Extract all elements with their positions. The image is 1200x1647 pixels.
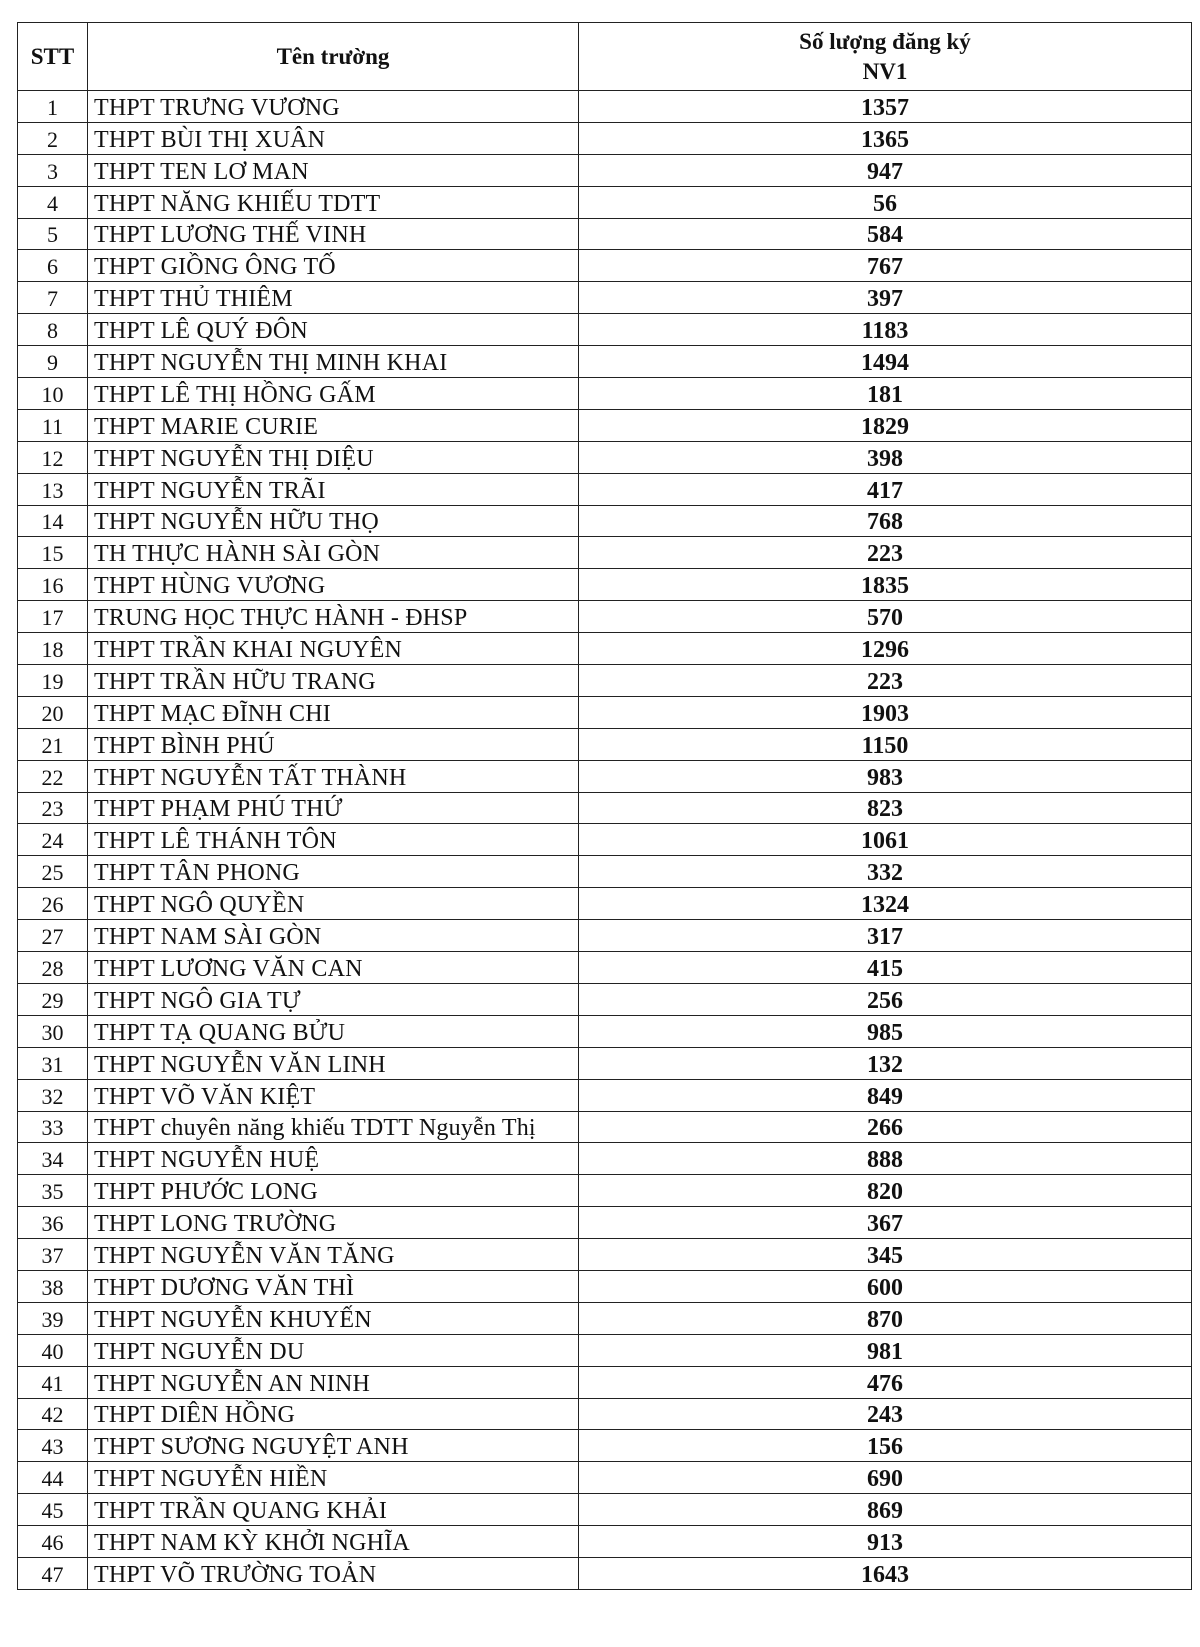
row-registration-count: 870 bbox=[579, 1302, 1192, 1334]
table-row bbox=[18, 760, 1192, 792]
row-registration-count: 584 bbox=[579, 218, 1192, 250]
row-school-name: THPT MẠC ĐĨNH CHI bbox=[88, 696, 579, 728]
row-school-name: THPT DƯƠNG VĂN THÌ bbox=[88, 1270, 579, 1302]
row-school-name: THPT VÕ VĂN KIỆT bbox=[88, 1079, 579, 1111]
row-school-name: THPT TEN LƠ MAN bbox=[88, 154, 579, 186]
row-school-name: THPT TRẦN QUANG KHẢI bbox=[88, 1494, 579, 1526]
row-school-name: THPT NGÔ QUYỀN bbox=[88, 888, 579, 920]
header-count-line2: NV1 bbox=[862, 58, 908, 84]
row-school-name: THPT PHẠM PHÚ THỨ bbox=[88, 792, 579, 824]
row-registration-count: 888 bbox=[579, 1143, 1192, 1175]
row-stt: 39 bbox=[18, 1302, 88, 1334]
table-row bbox=[18, 1462, 1192, 1494]
row-school-name: THPT NĂNG KHIẾU TDTT bbox=[88, 186, 579, 218]
row-stt: 42 bbox=[18, 1398, 88, 1430]
table-row bbox=[18, 856, 1192, 888]
row-registration-count: 317 bbox=[579, 920, 1192, 952]
row-stt: 7 bbox=[18, 282, 88, 314]
row-school-name: THPT NGUYỄN HIỀN bbox=[88, 1462, 579, 1494]
table-row bbox=[18, 1526, 1192, 1558]
table-row bbox=[18, 665, 1192, 697]
table-row bbox=[18, 1557, 1192, 1589]
row-stt: 36 bbox=[18, 1207, 88, 1239]
table-row bbox=[18, 1398, 1192, 1430]
row-school-name: THPT NGUYỄN AN NINH bbox=[88, 1366, 579, 1398]
row-stt: 4 bbox=[18, 186, 88, 218]
row-school-name: THPT NGUYỄN DU bbox=[88, 1334, 579, 1366]
table-row bbox=[18, 633, 1192, 665]
row-registration-count: 570 bbox=[579, 601, 1192, 633]
row-stt: 38 bbox=[18, 1270, 88, 1302]
row-school-name: THPT HÙNG VƯƠNG bbox=[88, 569, 579, 601]
row-registration-count: 332 bbox=[579, 856, 1192, 888]
row-school-name: THPT TRẦN HỮU TRANG bbox=[88, 665, 579, 697]
table-row bbox=[18, 186, 1192, 218]
row-school-name: THPT NGUYỄN KHUYẾN bbox=[88, 1302, 579, 1334]
row-stt: 6 bbox=[18, 250, 88, 282]
table-row bbox=[18, 1047, 1192, 1079]
row-school-name: THPT LÊ QUÝ ĐÔN bbox=[88, 314, 579, 346]
row-school-name: THPT TRẦN KHAI NGUYÊN bbox=[88, 633, 579, 665]
table-row bbox=[18, 1079, 1192, 1111]
row-stt: 32 bbox=[18, 1079, 88, 1111]
row-school-name: THPT PHƯỚC LONG bbox=[88, 1175, 579, 1207]
row-stt: 18 bbox=[18, 633, 88, 665]
row-school-name: THPT DIÊN HỒNG bbox=[88, 1398, 579, 1430]
row-stt: 15 bbox=[18, 537, 88, 569]
row-stt: 28 bbox=[18, 952, 88, 984]
table-row bbox=[18, 824, 1192, 856]
row-registration-count: 156 bbox=[579, 1430, 1192, 1462]
row-school-name: THPT LÊ THÁNH TÔN bbox=[88, 824, 579, 856]
row-registration-count: 367 bbox=[579, 1207, 1192, 1239]
row-stt: 31 bbox=[18, 1047, 88, 1079]
row-school-name: THPT LONG TRƯỜNG bbox=[88, 1207, 579, 1239]
row-school-name: THPT NGUYỄN VĂN LINH bbox=[88, 1047, 579, 1079]
row-stt: 29 bbox=[18, 983, 88, 1015]
row-stt: 37 bbox=[18, 1239, 88, 1271]
row-school-name: THPT BÌNH PHÚ bbox=[88, 728, 579, 760]
table-row bbox=[18, 1302, 1192, 1334]
row-stt: 13 bbox=[18, 473, 88, 505]
table-row bbox=[18, 1334, 1192, 1366]
table-row bbox=[18, 1430, 1192, 1462]
row-registration-count: 398 bbox=[579, 441, 1192, 473]
row-stt: 43 bbox=[18, 1430, 88, 1462]
table-row bbox=[18, 91, 1192, 123]
row-stt: 25 bbox=[18, 856, 88, 888]
table-row bbox=[18, 250, 1192, 282]
table-row bbox=[18, 792, 1192, 824]
row-registration-count: 415 bbox=[579, 952, 1192, 984]
table-row bbox=[18, 441, 1192, 473]
table-row bbox=[18, 346, 1192, 378]
row-registration-count: 243 bbox=[579, 1398, 1192, 1430]
table-row bbox=[18, 1207, 1192, 1239]
row-registration-count: 1829 bbox=[579, 409, 1192, 441]
row-registration-count: 1183 bbox=[579, 314, 1192, 346]
row-registration-count: 1835 bbox=[579, 569, 1192, 601]
row-stt: 2 bbox=[18, 122, 88, 154]
row-stt: 19 bbox=[18, 665, 88, 697]
row-stt: 30 bbox=[18, 1015, 88, 1047]
document-page bbox=[17, 22, 1191, 1590]
row-registration-count: 345 bbox=[579, 1239, 1192, 1271]
row-stt: 12 bbox=[18, 441, 88, 473]
row-registration-count: 849 bbox=[579, 1079, 1192, 1111]
row-stt: 34 bbox=[18, 1143, 88, 1175]
row-school-name: THPT LƯƠNG VĂN CAN bbox=[88, 952, 579, 984]
table-row bbox=[18, 1494, 1192, 1526]
row-registration-count: 767 bbox=[579, 250, 1192, 282]
table-row bbox=[18, 569, 1192, 601]
row-registration-count: 985 bbox=[579, 1015, 1192, 1047]
row-registration-count: 823 bbox=[579, 792, 1192, 824]
row-stt: 10 bbox=[18, 378, 88, 410]
row-registration-count: 223 bbox=[579, 665, 1192, 697]
table-row bbox=[18, 218, 1192, 250]
header-count-line1: Số lượng đăng ký bbox=[799, 28, 971, 54]
table-row bbox=[18, 888, 1192, 920]
row-school-name: THPT NGÔ GIA TỰ bbox=[88, 983, 579, 1015]
row-registration-count: 1365 bbox=[579, 122, 1192, 154]
table-body bbox=[18, 91, 1192, 1590]
table-row bbox=[18, 1143, 1192, 1175]
table-row bbox=[18, 1366, 1192, 1398]
table-row bbox=[18, 1239, 1192, 1271]
row-school-name: THPT NAM KỲ KHỞI NGHĨA bbox=[88, 1526, 579, 1558]
row-registration-count: 1150 bbox=[579, 728, 1192, 760]
row-school-name: THPT TẠ QUANG BỬU bbox=[88, 1015, 579, 1047]
row-registration-count: 1494 bbox=[579, 346, 1192, 378]
row-stt: 21 bbox=[18, 728, 88, 760]
row-registration-count: 1296 bbox=[579, 633, 1192, 665]
table-row bbox=[18, 409, 1192, 441]
row-stt: 46 bbox=[18, 1526, 88, 1558]
row-registration-count: 820 bbox=[579, 1175, 1192, 1207]
row-school-name: THPT NGUYỄN THỊ DIỆU bbox=[88, 441, 579, 473]
row-stt: 1 bbox=[18, 91, 88, 123]
row-school-name: THPT NGUYỄN TẤT THÀNH bbox=[88, 760, 579, 792]
row-stt: 26 bbox=[18, 888, 88, 920]
table-row bbox=[18, 728, 1192, 760]
row-stt: 20 bbox=[18, 696, 88, 728]
table-row bbox=[18, 601, 1192, 633]
row-stt: 17 bbox=[18, 601, 88, 633]
row-school-name: THPT SƯƠNG NGUYỆT ANH bbox=[88, 1430, 579, 1462]
row-registration-count: 1903 bbox=[579, 696, 1192, 728]
row-school-name: THPT NGUYỄN VĂN TĂNG bbox=[88, 1239, 579, 1271]
table-row bbox=[18, 473, 1192, 505]
row-registration-count: 56 bbox=[579, 186, 1192, 218]
row-stt: 33 bbox=[18, 1111, 88, 1143]
row-stt: 8 bbox=[18, 314, 88, 346]
header-row bbox=[18, 23, 1192, 91]
table-row bbox=[18, 1111, 1192, 1143]
row-registration-count: 266 bbox=[579, 1111, 1192, 1143]
row-registration-count: 476 bbox=[579, 1366, 1192, 1398]
row-registration-count: 132 bbox=[579, 1047, 1192, 1079]
row-registration-count: 768 bbox=[579, 505, 1192, 537]
row-registration-count: 947 bbox=[579, 154, 1192, 186]
row-stt: 27 bbox=[18, 920, 88, 952]
table-row bbox=[18, 1175, 1192, 1207]
table-row bbox=[18, 122, 1192, 154]
row-school-name: THPT TÂN PHONG bbox=[88, 856, 579, 888]
table-row bbox=[18, 314, 1192, 346]
row-stt: 40 bbox=[18, 1334, 88, 1366]
row-registration-count: 417 bbox=[579, 473, 1192, 505]
table-row bbox=[18, 920, 1192, 952]
row-school-name: THPT THỦ THIÊM bbox=[88, 282, 579, 314]
table-row bbox=[18, 537, 1192, 569]
row-registration-count: 869 bbox=[579, 1494, 1192, 1526]
row-stt: 5 bbox=[18, 218, 88, 250]
row-school-name: TRUNG HỌC THỰC HÀNH - ĐHSP bbox=[88, 601, 579, 633]
row-stt: 14 bbox=[18, 505, 88, 537]
table-row bbox=[18, 1015, 1192, 1047]
row-school-name: THPT NGUYỄN HỮU THỌ bbox=[88, 505, 579, 537]
row-registration-count: 223 bbox=[579, 537, 1192, 569]
row-registration-count: 256 bbox=[579, 983, 1192, 1015]
header-school-name: Tên trường bbox=[88, 23, 579, 91]
row-stt: 16 bbox=[18, 569, 88, 601]
row-school-name: TH THỰC HÀNH SÀI GÒN bbox=[88, 537, 579, 569]
table-row bbox=[18, 952, 1192, 984]
registration-table bbox=[17, 22, 1192, 1590]
table-row bbox=[18, 696, 1192, 728]
row-stt: 24 bbox=[18, 824, 88, 856]
row-school-name: THPT chuyên năng khiếu TDTT Nguyễn Thị bbox=[88, 1111, 579, 1143]
table-row bbox=[18, 1270, 1192, 1302]
row-registration-count: 913 bbox=[579, 1526, 1192, 1558]
row-registration-count: 690 bbox=[579, 1462, 1192, 1494]
row-registration-count: 1357 bbox=[579, 91, 1192, 123]
row-registration-count: 983 bbox=[579, 760, 1192, 792]
row-stt: 45 bbox=[18, 1494, 88, 1526]
row-registration-count: 397 bbox=[579, 282, 1192, 314]
row-school-name: THPT LÊ THỊ HỒNG GẤM bbox=[88, 378, 579, 410]
row-registration-count: 181 bbox=[579, 378, 1192, 410]
row-stt: 23 bbox=[18, 792, 88, 824]
header-stt: STT bbox=[18, 23, 88, 91]
row-stt: 9 bbox=[18, 346, 88, 378]
table-row bbox=[18, 505, 1192, 537]
row-school-name: THPT BÙI THỊ XUÂN bbox=[88, 122, 579, 154]
row-registration-count: 1643 bbox=[579, 1557, 1192, 1589]
table-row bbox=[18, 378, 1192, 410]
header-registration-count bbox=[579, 23, 1192, 91]
row-stt: 35 bbox=[18, 1175, 88, 1207]
row-school-name: THPT MARIE CURIE bbox=[88, 409, 579, 441]
row-stt: 41 bbox=[18, 1366, 88, 1398]
row-stt: 11 bbox=[18, 409, 88, 441]
row-registration-count: 981 bbox=[579, 1334, 1192, 1366]
row-registration-count: 1061 bbox=[579, 824, 1192, 856]
row-registration-count: 1324 bbox=[579, 888, 1192, 920]
row-school-name: THPT NGUYỄN HUỆ bbox=[88, 1143, 579, 1175]
row-school-name: THPT GIỒNG ÔNG TỐ bbox=[88, 250, 579, 282]
row-stt: 22 bbox=[18, 760, 88, 792]
row-school-name: THPT LƯƠNG THẾ VINH bbox=[88, 218, 579, 250]
table-header bbox=[18, 23, 1192, 91]
row-stt: 44 bbox=[18, 1462, 88, 1494]
row-school-name: THPT NAM SÀI GÒN bbox=[88, 920, 579, 952]
table-row bbox=[18, 282, 1192, 314]
row-stt: 3 bbox=[18, 154, 88, 186]
row-school-name: THPT TRƯNG VƯƠNG bbox=[88, 91, 579, 123]
table-row bbox=[18, 983, 1192, 1015]
row-school-name: THPT VÕ TRƯỜNG TOẢN bbox=[88, 1557, 579, 1589]
row-stt: 47 bbox=[18, 1557, 88, 1589]
row-school-name: THPT NGUYỄN THỊ MINH KHAI bbox=[88, 346, 579, 378]
row-school-name: THPT NGUYỄN TRÃI bbox=[88, 473, 579, 505]
table-row bbox=[18, 154, 1192, 186]
row-registration-count: 600 bbox=[579, 1270, 1192, 1302]
